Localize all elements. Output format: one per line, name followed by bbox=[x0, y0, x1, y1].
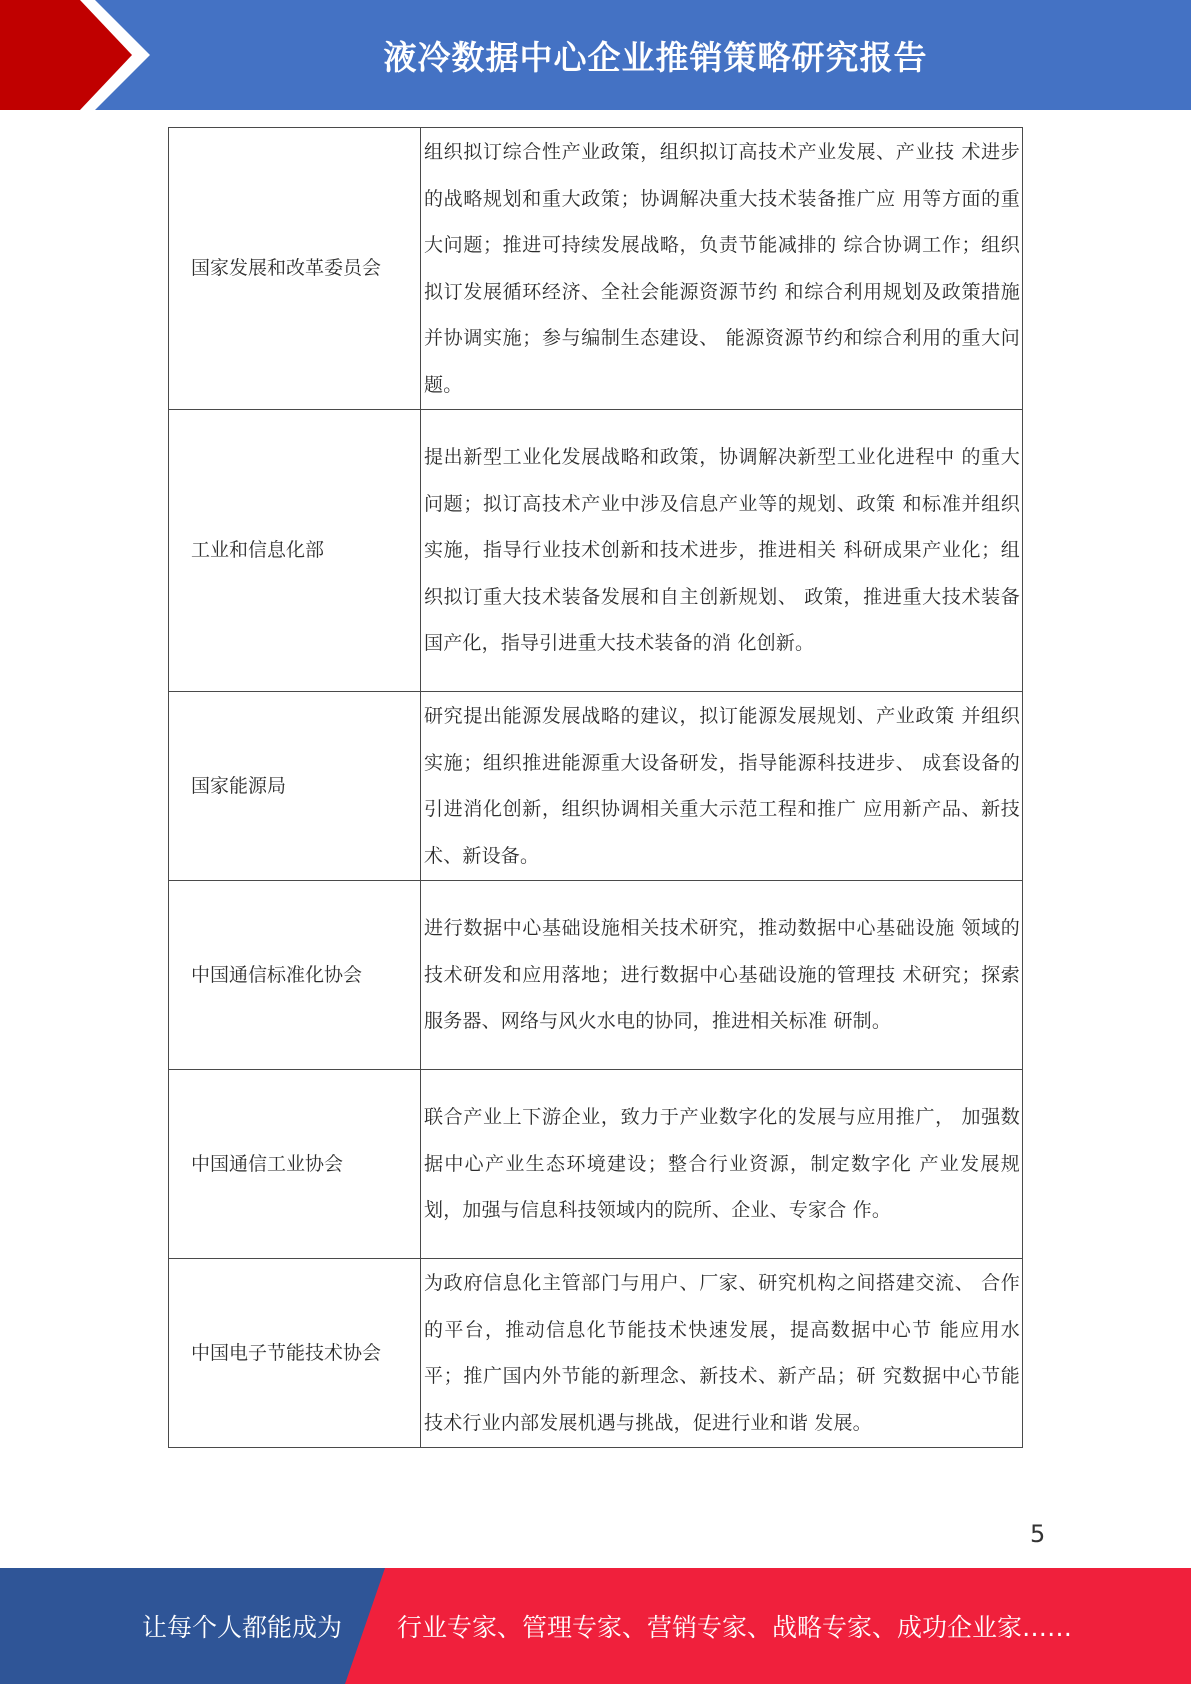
org-name-cell: 工业和信息化部 bbox=[169, 410, 421, 692]
page-footer bbox=[0, 1568, 1191, 1684]
org-description-cell: 组织拟订综合性产业政策，组织拟订高技术产业发展、产业技 术进步的战略规划和重大政策；协调解决重大技术装备推广应 用等方面的重大问题；推进可持续发展战略，负责节能减排的 综合协调工作；组织拟订发展循环经济、全社会能源资源节约 和综合利用规划及政策措施并协调实施；参与编制生态建设、 能源资源节约和综合利用的重大问题。 bbox=[421, 128, 1023, 410]
org-name-cell: 中国通信标准化协会 bbox=[169, 881, 421, 1070]
org-description-cell: 进行数据中心基础设施相关技术研究，推动数据中心基础设施 领域的技术研发和应用落地；进行数据中心基础设施的管理技 术研究；探索服务器、网络与风火水电的协同，推进相关标准 研制。 bbox=[421, 881, 1023, 1070]
org-name-cell: 国家能源局 bbox=[169, 692, 421, 881]
footer-slogan-right: 行业专家、管理专家、营销专家、战略专家、成功企业家…… bbox=[397, 1613, 1073, 1642]
table-row bbox=[169, 410, 1023, 692]
table-row bbox=[169, 128, 1023, 410]
org-name-cell: 中国通信工业协会 bbox=[169, 1070, 421, 1259]
org-description-cell: 联合产业上下游企业，致力于产业数字化的发展与应用推广， 加强数据中心产业生态环境建设；整合行业资源，制定数字化 产业发展规划，加强与信息科技领域内的院所、企业、专家合 作。 bbox=[421, 1070, 1023, 1259]
table-row bbox=[169, 692, 1023, 881]
org-name-cell: 中国电子节能技术协会 bbox=[169, 1259, 421, 1448]
org-description-cell: 研究提出能源发展战略的建议，拟订能源发展规划、产业政策 并组织实施；组织推进能源重大设备研发，指导能源科技进步、 成套设备的引进消化创新，组织协调相关重大示范工程和推广 应用新产品、新技术、新设备。 bbox=[421, 692, 1023, 881]
footer-slogan-left: 让每个人都能成为 bbox=[142, 1613, 343, 1642]
table-row bbox=[169, 1259, 1023, 1448]
table-row bbox=[169, 881, 1023, 1070]
page-number: 5 bbox=[1030, 1520, 1046, 1548]
chevron-arrow-icon bbox=[0, 0, 160, 110]
table-row bbox=[169, 1070, 1023, 1259]
org-description-cell: 为政府信息化主管部门与用户、厂家、研究机构之间搭建交流、 合作的平台，推动信息化节能技术快速发展，提高数据中心节 能应用水平；推广国内外节能的新理念、新技术、新产品；研 究数据中心节能技术行业内部发展机遇与挑战，促进行业和谐 发展。 bbox=[421, 1259, 1023, 1448]
org-name-cell: 国家发展和改革委员会 bbox=[169, 128, 421, 410]
org-description-cell: 提出新型工业化发展战略和政策，协调解决新型工业化进程中 的重大问题；拟订高技术产业中涉及信息产业等的规划、政策 和标准并组织实施，指导行业技术创新和技术进步，推进相关 科研成果产业化；组织拟订重大技术装备发展和自主创新规划、 政策，推进重大技术装备国产化，指导引进重大技术装备的消 化创新。 bbox=[421, 410, 1023, 692]
page-header bbox=[0, 0, 1191, 110]
report-title: 液冷数据中心企业推销策略研究报告 bbox=[383, 37, 928, 77]
organization-table bbox=[168, 127, 1023, 1448]
